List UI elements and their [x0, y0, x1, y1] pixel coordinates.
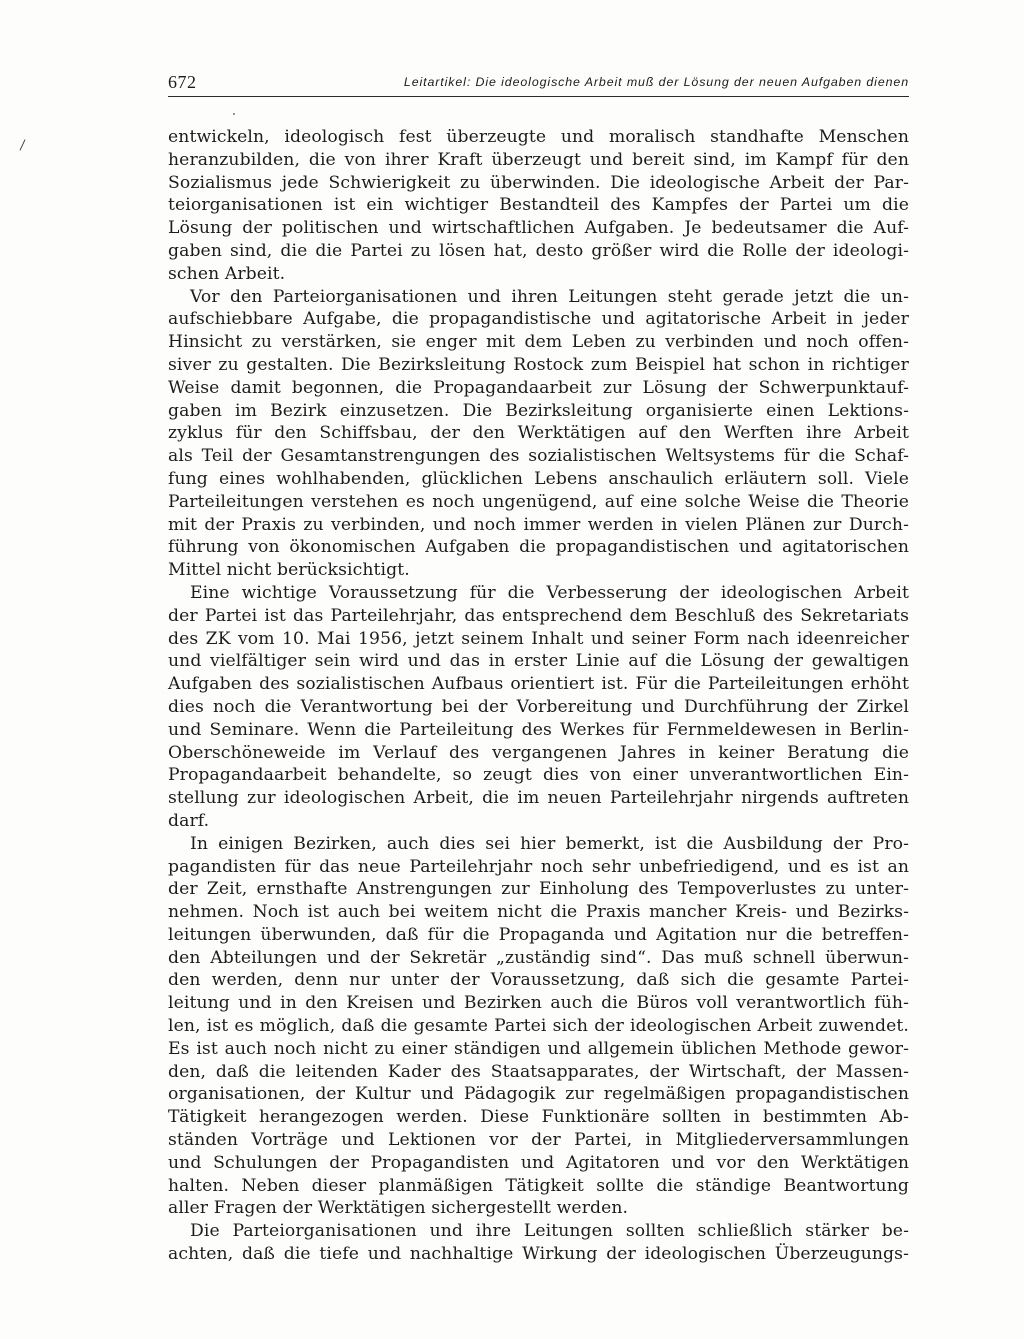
paragraph-4 [168, 833, 909, 1221]
text-line: Weise damit begonnen, die Propagandaarbeit zur Lösung der Schwerpunktauf- [168, 377, 909, 398]
text-line: Oberschöneweide im Verlauf des vergangenen Jahres in keiner Beratung die [168, 742, 909, 763]
page-number: 672 [168, 72, 197, 92]
paragraph-1 [168, 126, 909, 286]
text-line: der Partei ist das Parteilehrjahr, das entsprechend dem Beschluß des Sekretariats [168, 605, 909, 626]
text-line: Die Parteiorganisationen und ihre Leitungen sollten schließlich stärker be- [190, 1221, 909, 1242]
text-line: und Seminare. Wenn die Parteileitung des Werkes für Fernmeldewesen in Berlin- [168, 719, 909, 740]
text-line: den werden, denn nur unter der Voraussetzung, daß sich die gesamte Partei- [168, 970, 909, 991]
text-line: der Zeit, ernsthafte Anstrengungen zur Einholung des Tempoverlustes zu unter- [168, 879, 909, 900]
article-body [168, 126, 909, 1266]
text-line: als Teil der Gesamtanstrengungen des sozialistischen Weltsystems für die Schaf- [168, 446, 909, 467]
text-line: und Schulungen der Propagandisten und Agitatoren und vor den Werktätigen [168, 1152, 909, 1173]
text-line: aufschiebbare Aufgabe, die propagandistische und agitatorische Arbeit in jeder [168, 309, 909, 330]
text-line: gaben im Bezirk einzusetzen. Die Bezirksleitung organisierte einen Lektions- [168, 400, 909, 421]
text-line: halten. Neben dieser planmäßigen Tätigkeit sollte die ständige Beantwortung [168, 1175, 909, 1196]
text-line: Parteileitungen verstehen es noch ungenügend, auf eine solche Weise die Theorie [168, 491, 909, 512]
text-line: dies noch die Verantwortung bei der Vorbereitung und Durchführung der Zirkel [168, 696, 909, 717]
text-line: fung eines wohlhabenden, glücklichen Lebens anschaulich erläutern soll. Viele [168, 468, 909, 489]
paragraph-3 [168, 582, 909, 833]
text-line: den Abteilungen und der Sekretär „zuständig sind“. Das muß schnell überwun- [168, 947, 909, 968]
text-line: organisationen, der Kultur und Pädagogik zur regelmäßigen propagandistischen [168, 1084, 909, 1105]
text-line: achten, daß die tiefe und nachhaltige Wirkung der ideologischen Überzeugungs- [168, 1244, 909, 1265]
text-line: leitung und in den Kreisen und Bezirken auch die Büros voll verantwortlich füh- [168, 993, 909, 1014]
paragraph-2 [168, 286, 909, 582]
text-line: Vor den Parteiorganisationen und ihren Leitungen steht gerade jetzt die un- [190, 286, 909, 307]
text-line: pagandisten für das neue Parteilehrjahr noch sehr unbefriedigend, und es ist an [168, 856, 909, 877]
text-line: Hinsicht zu verstärken, sie enger mit dem Leben zu verbinden und noch offen- [168, 332, 909, 353]
text-line: Aufgaben des sozialistischen Aufbaus orientiert ist. Für die Parteileitungen erhöht [168, 674, 909, 695]
text-line: gaben sind, die die Partei zu lösen hat, desto größer wird die Rolle der ideologi- [168, 240, 909, 261]
text-line: Eine wichtige Voraussetzung für die Verbesserung der ideologischen Arbeit [190, 582, 909, 603]
text-line: Mittel nicht berücksichtigt. [168, 560, 410, 581]
text-line: Sozialismus jede Schwierigkeit zu überwinden. Die ideologische Arbeit der Par- [168, 172, 909, 193]
text-line: In einigen Bezirken, auch dies sei hier bemerkt, ist die Ausbildung der Pro- [190, 833, 909, 854]
scan-speck [233, 113, 235, 115]
text-line: siver zu gestalten. Die Bezirksleitung Rostock zum Beispiel hat schon in richtiger [168, 354, 909, 375]
text-line: ständen Vorträge und Lektionen vor der Partei, in Mitgliederversammlungen [168, 1130, 909, 1151]
text-line: Es ist auch noch nicht zu einer ständigen und allgemein üblichen Methode gewor- [168, 1038, 909, 1059]
text-line: stellung zur ideologischen Arbeit, die im neuen Parteilehrjahr nirgends auftreten [168, 788, 909, 809]
paragraph-5 [168, 1220, 909, 1266]
text-line: leitungen überwunden, daß für die Propaganda und Agitation nur die betreffen- [168, 924, 909, 945]
text-line: darf. [168, 810, 210, 831]
text-line: den, daß die leitenden Kader des Staatsapparates, der Wirtschaft, der Massen- [168, 1061, 909, 1082]
text-line: führung von ökonomischen Aufgaben die propagandistischen und agitatorischen [168, 537, 909, 558]
text-line: und vielfältiger sein wird und das in erster Linie auf die Lösung der gewaltigen [168, 651, 909, 672]
text-line: zyklus für den Schiffsbau, der den Werktätigen auf den Werften ihre Arbeit [168, 423, 909, 444]
text-line: Lösung der politischen und wirtschaftlichen Aufgaben. Je bedeutsamer die Auf- [168, 218, 909, 239]
text-line: Propagandaarbeit behandelte, so zeugt dies von einer unverantwortlichen Ein- [168, 765, 909, 786]
text-line: mit der Praxis zu verbinden, und noch immer werden in vielen Plänen zur Durch- [168, 514, 909, 535]
text-line: des ZK vom 10. Mai 1956, jetzt seinem Inhalt und seiner Form nach ideenreicher [168, 628, 909, 649]
text-line: entwickeln, ideologisch fest überzeugte und moralisch standhafte Menschen [168, 127, 909, 147]
text-line: aller Fragen der Werktätigen sichergestellt werden. [168, 1198, 629, 1219]
text-line: heranzubilden, die von ihrer Kraft überzeugt und bereit sind, im Kampf für den [168, 149, 909, 170]
text-line: len, ist es möglich, daß die gesamte Partei sich der ideologischen Arbeit zuwendet. [168, 1016, 909, 1037]
running-head: Leitartikel: Die ideologische Arbeit muß der Lösung der neuen Aufgaben dienen [403, 75, 909, 89]
text-line: Tätigkeit herangezogen werden. Diese Funktionäre sollten in bestimmten Ab- [168, 1107, 909, 1128]
text-line: teiorganisationen ist ein wichtiger Bestandteil des Kampfes der Partei um die [168, 195, 909, 216]
text-line: schen Arbeit. [168, 263, 286, 284]
margin-pencil-mark [20, 139, 26, 150]
text-line: nehmen. Noch ist auch bei weitem nicht die Praxis mancher Kreis- und Bezirks- [168, 902, 909, 923]
page-header [168, 72, 909, 97]
